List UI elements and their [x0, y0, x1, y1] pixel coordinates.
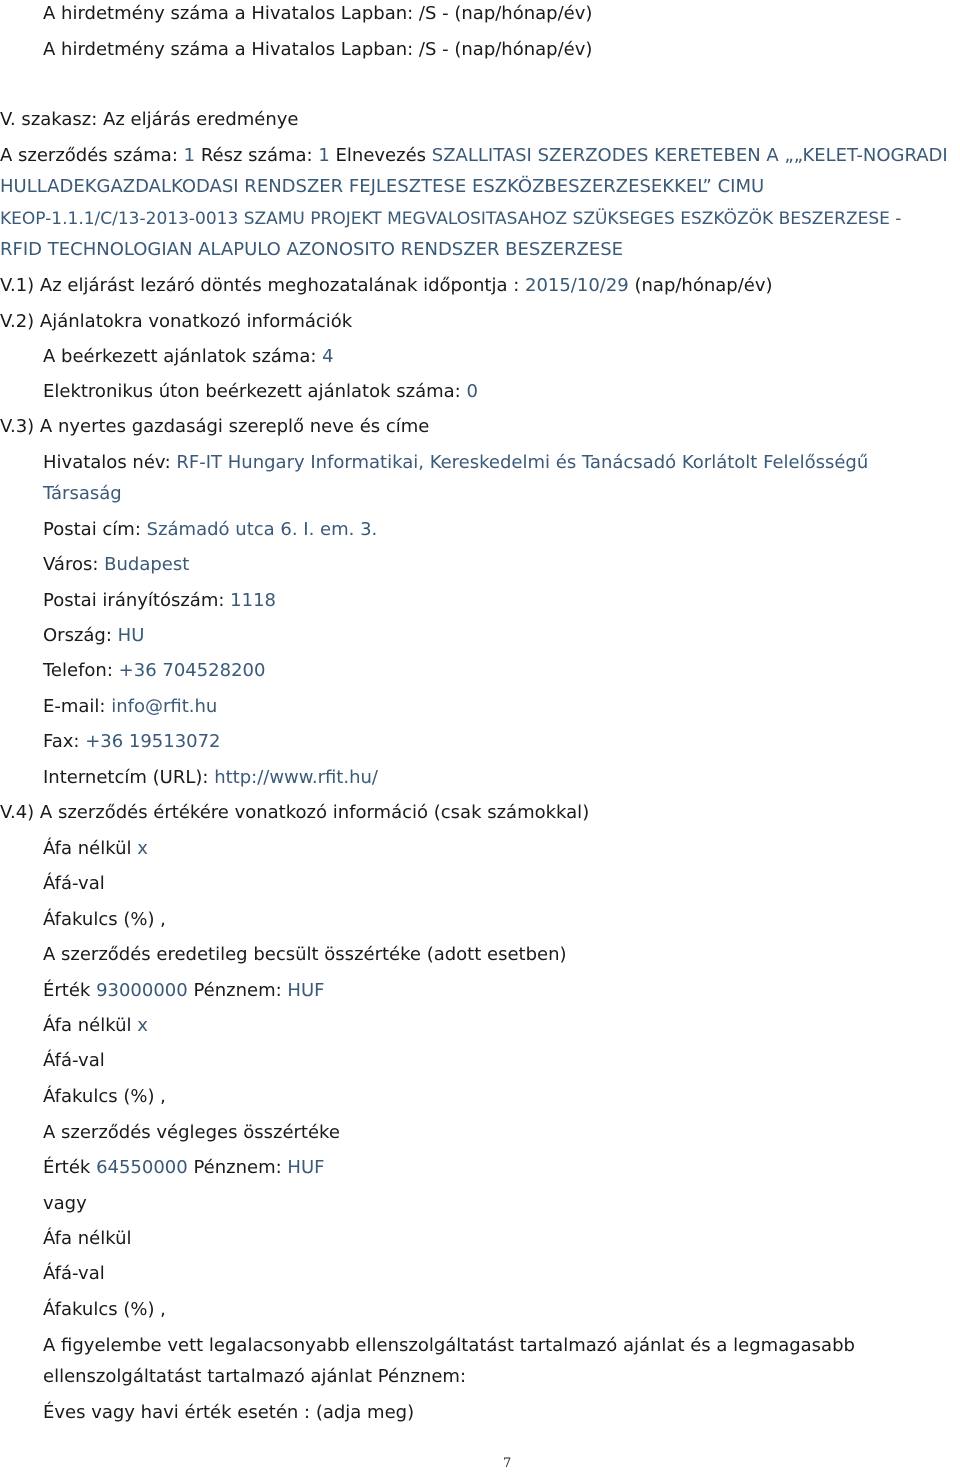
- or-line: vagy: [43, 1193, 87, 1214]
- contract-number-label: A szerződés száma:: [0, 145, 178, 166]
- url-value[interactable]: http://www.rfit.hu/: [214, 767, 378, 788]
- range-line-2: ellenszolgáltatást tartalmazó ajánlat Pénznem:: [43, 1366, 467, 1387]
- tenders-title: V.2) Ajánlatokra vonatkozó információk: [0, 311, 353, 332]
- contract-value-title: V.4) A szerződés értékére vonatkozó információ (csak számokkal): [0, 802, 590, 823]
- fax-value: +36 19513072: [85, 731, 221, 752]
- name-value-line-2: HULLADEKGAZDALKODASI RENDSZER FEJLESZTESE ESZKÖZBESZERZESEKKEL” CIMU: [0, 176, 765, 197]
- range-line-1: A figyelembe vett legalacsonyabb ellenszolgáltatást tartalmazó ajánlat és a legmagasabb: [43, 1335, 855, 1356]
- part-number-value: 1: [318, 145, 330, 166]
- decision-date-line: [0, 275, 773, 297]
- official-name-line: [43, 452, 868, 474]
- without-vat-line-2: [43, 1015, 148, 1037]
- vat-rate-line-3: Áfakulcs (%) ,: [43, 1299, 166, 1320]
- decision-date-value: 2015/10/29: [525, 275, 629, 296]
- estimated-value: 93000000: [96, 980, 188, 1001]
- part-number-label: Rész száma:: [200, 145, 313, 166]
- url-line: [43, 767, 378, 789]
- electronic-tenders-value: 0: [466, 381, 478, 402]
- winner-title: V.3) A nyertes gazdasági szereplő neve és címe: [0, 416, 430, 437]
- zip-value: 1118: [230, 590, 276, 611]
- phone-label: Telefon:: [43, 660, 113, 681]
- decision-date-label: V.1) Az eljárást lezáró döntés meghozatalának időpontja :: [0, 275, 520, 296]
- notice-number-line-2: A hirdetmény száma a Hivatalos Lapban: /S - (nap/hónap/év): [43, 39, 593, 60]
- email-value[interactable]: info@rfit.hu: [111, 696, 218, 717]
- tenders-received-label: A beérkezett ajánlatok száma:: [43, 346, 317, 367]
- phone-value: +36 704528200: [118, 660, 266, 681]
- tenders-received-line: [43, 346, 334, 368]
- country-label: Ország:: [43, 625, 112, 646]
- phone-line: [43, 660, 265, 682]
- without-vat-mark: x: [137, 1015, 148, 1036]
- final-value: 64550000: [96, 1157, 188, 1178]
- zip-line: [43, 590, 276, 612]
- city-value: Budapest: [104, 554, 190, 575]
- currency-value: HUF: [287, 1157, 325, 1178]
- currency-label: Pénznem:: [193, 980, 282, 1001]
- without-vat-label: Áfa nélkül: [43, 838, 132, 859]
- without-vat-mark: x: [137, 838, 148, 859]
- vat-rate-line-2: Áfakulcs (%) ,: [43, 1086, 166, 1107]
- final-total-title: A szerződés végleges összértéke: [43, 1122, 340, 1143]
- contract-number-value: 1: [183, 145, 196, 166]
- estimated-value-line: [43, 980, 324, 1002]
- fax-label: Fax:: [43, 731, 80, 752]
- url-label: Internetcím (URL):: [43, 767, 209, 788]
- email-label: E-mail:: [43, 696, 106, 717]
- without-vat-line-3: Áfa nélkül: [43, 1228, 132, 1249]
- email-line: [43, 696, 217, 718]
- final-value-line: [43, 1157, 324, 1179]
- name-value-line-3: KEOP-1.1.1/C/13-2013-0013 SZAMU PROJEKT MEGVALOSITASAHOZ SZÜKSEGES ESZKÖZÖK BESZERZESE -: [0, 209, 902, 229]
- value-label: Érték: [43, 980, 91, 1001]
- official-name-label: Hivatalos név:: [43, 452, 171, 473]
- decision-date-suffix: (nap/hónap/év): [634, 275, 773, 296]
- city-line: [43, 554, 189, 576]
- official-name-value: RF-IT Hungary Informatikai, Kereskedelmi és Tanácsadó Korlátolt Felelősségű: [176, 452, 869, 473]
- section-title: V. szakasz: Az eljárás eredménye: [0, 109, 299, 130]
- without-vat-line-1: [43, 838, 148, 860]
- without-vat-label: Áfa nélkül: [43, 1015, 132, 1036]
- currency-label: Pénznem:: [193, 1157, 282, 1178]
- name-label: Elnevezés: [335, 145, 427, 166]
- contract-line: [0, 145, 948, 167]
- currency-value: HUF: [287, 980, 325, 1001]
- name-value-line-4: RFID TECHNOLOGIAN ALAPULO AZONOSITO RENDSZER BESZERZESE: [0, 239, 624, 260]
- country-line: [43, 625, 144, 647]
- electronic-tenders-line: [43, 381, 478, 403]
- postal-address-label: Postai cím:: [43, 519, 141, 540]
- with-vat-line-3: Áfá-val: [43, 1263, 105, 1284]
- fax-line: [43, 731, 221, 753]
- postal-address-line: [43, 519, 377, 541]
- postal-address-value: Számadó utca 6. I. em. 3.: [146, 519, 378, 540]
- tenders-received-value: 4: [322, 346, 334, 367]
- value-label: Érték: [43, 1157, 91, 1178]
- city-label: Város:: [43, 554, 99, 575]
- estimated-total-title: A szerződés eredetileg becsült összértéke (adott esetben): [43, 944, 567, 965]
- page-number: 7: [503, 1456, 512, 1471]
- name-value: SZALLITASI SZERZODES KERETEBEN A „„KELET-NOGRADI: [431, 145, 948, 166]
- with-vat-line-2: Áfá-val: [43, 1050, 105, 1071]
- official-name-line-2: Társaság: [43, 483, 122, 504]
- zip-label: Postai irányítószám:: [43, 590, 225, 611]
- vat-rate-line-1: Áfakulcs (%) ,: [43, 909, 166, 930]
- electronic-tenders-label: Elektronikus úton beérkezett ajánlatok száma:: [43, 381, 461, 402]
- country-value: HU: [117, 625, 145, 646]
- with-vat-line-1: Áfá-val: [43, 873, 105, 894]
- notice-number-line-1: A hirdetmény száma a Hivatalos Lapban: /S - (nap/hónap/év): [43, 3, 593, 24]
- annual-value-line: Éves vagy havi érték esetén : (adja meg): [43, 1402, 415, 1423]
